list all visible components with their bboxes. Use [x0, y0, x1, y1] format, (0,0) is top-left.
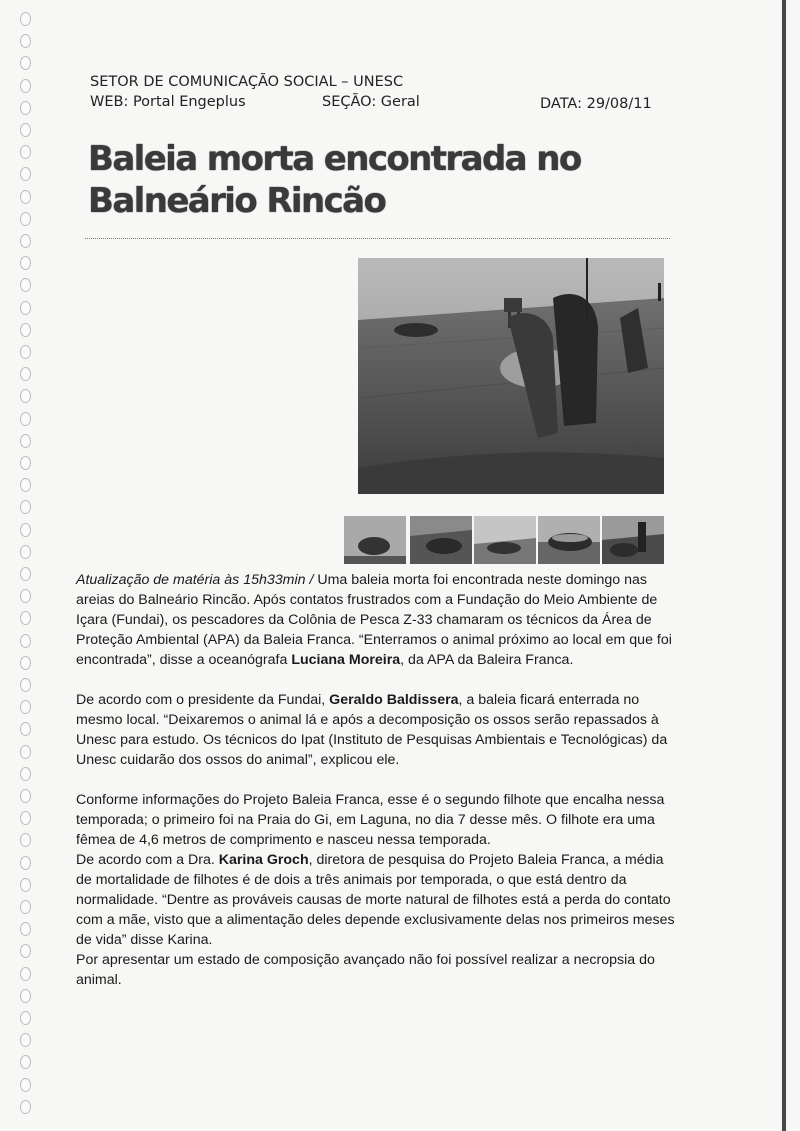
page-edge	[782, 0, 786, 1131]
binding-hole	[20, 212, 31, 226]
binding-hole	[20, 101, 31, 115]
binding-hole	[20, 434, 31, 448]
binding-hole	[20, 900, 31, 914]
thumbnail-1[interactable]	[344, 516, 406, 564]
binding-hole	[20, 634, 31, 648]
update-note: Atualização de matéria às 15h33min /	[76, 572, 314, 588]
web-line	[90, 92, 670, 112]
binding-hole	[20, 545, 31, 559]
web-source: WEB: Portal Engeplus	[90, 94, 246, 110]
thumbnail-2[interactable]	[410, 516, 472, 564]
clipping-header	[90, 72, 670, 112]
binding-hole	[20, 811, 31, 825]
binding-hole	[20, 367, 31, 381]
binding-hole	[20, 678, 31, 692]
binding-hole	[20, 611, 31, 625]
paragraph-2: De acordo com o presidente da Fundai, Geraldo Baldissera, a baleia ficará enterrada no mesmo local. “Deixaremos o animal lá e após a decomposição os ossos serão repassados à Unesc para estudo. Os técnicos do Ipat (Instituto de Pesquisas Ambientais e Tecnológicas) da Unesc cuidarão dos ossos do animal”, explicou ele.	[76, 692, 668, 768]
binding-hole	[20, 56, 31, 70]
binding-hole	[20, 722, 31, 736]
section-label: SEÇÃO: Geral	[322, 94, 420, 110]
binding-hole	[20, 389, 31, 403]
binding-hole	[20, 301, 31, 315]
paragraph-3: Conforme informações do Projeto Baleia Franca, esse é o segundo filhote que encalha nessa temporada; o primeiro foi na Praia do Gi, em Laguna, no dia 7 desse mês. O filhote era uma fêmea de 4,6 metros de comprimento e nasceu nessa temporada.	[76, 792, 665, 848]
person-name: Geraldo Baldissera	[329, 692, 459, 708]
sector-line: SETOR DE COMUNICAÇÃO SOCIAL – UNESC	[90, 74, 404, 90]
binding-hole	[20, 323, 31, 337]
paragraph-1: Atualização de matéria às 15h33min / Uma baleia morta foi encontrada neste domingo nas areias do Balneário Rincão. Após contatos frustrados com a Fundação do Meio Ambiente de Içara (Fundai), os pescadores da Colônia de Pesca Z-33 chamaram os técnicos da Área de Proteção Ambiental (APA) da Baleia Franca. “Enterramos o animal próximo ao local em que foi encontrada”, disse a oceanógrafa Luciana Moreira, da APA da Baleira Franca.	[76, 572, 672, 668]
thumbnail-4[interactable]	[538, 516, 600, 564]
person-name: Luciana Moreira	[291, 652, 401, 668]
binding-hole	[20, 412, 31, 426]
binding-hole	[20, 1033, 31, 1047]
binding-hole	[20, 167, 31, 181]
binding-hole	[20, 500, 31, 514]
binding-hole	[20, 1078, 31, 1092]
binding-hole	[20, 278, 31, 292]
binding-hole	[20, 456, 31, 470]
binding-hole	[20, 345, 31, 359]
binding-hole	[20, 922, 31, 936]
binding-hole	[20, 567, 31, 581]
binding-hole	[20, 833, 31, 847]
binding-hole	[20, 1100, 31, 1114]
binding-hole	[20, 944, 31, 958]
binding-hole	[20, 989, 31, 1003]
main-photo	[358, 258, 664, 494]
spiral-binding	[16, 8, 38, 1123]
article-body	[76, 570, 676, 990]
binding-hole	[20, 878, 31, 892]
binding-hole	[20, 589, 31, 603]
binding-hole	[20, 79, 31, 93]
headline-divider	[85, 238, 670, 239]
thumbnail-5[interactable]	[602, 516, 664, 564]
headline-line-1: Baleia morta encontrada no	[88, 139, 581, 179]
person-name: Karina Groch	[218, 852, 309, 868]
binding-hole	[20, 234, 31, 248]
photo-thumbnails	[344, 516, 664, 566]
thumbnail-3[interactable]	[474, 516, 536, 564]
binding-hole	[20, 1055, 31, 1069]
article-headline	[88, 138, 648, 222]
binding-hole	[20, 789, 31, 803]
binding-hole	[20, 12, 31, 26]
binding-hole	[20, 478, 31, 492]
binding-hole	[20, 34, 31, 48]
binding-hole	[20, 190, 31, 204]
headline-line-2: Balneário Rincão	[88, 181, 386, 221]
binding-hole	[20, 967, 31, 981]
binding-hole	[20, 123, 31, 137]
binding-hole	[20, 523, 31, 537]
beach-whale-photo	[358, 258, 664, 494]
binding-hole	[20, 856, 31, 870]
date-label: DATA: 29/08/11	[540, 96, 652, 112]
binding-hole	[20, 256, 31, 270]
binding-hole	[20, 745, 31, 759]
paragraph-5: Por apresentar um estado de composição avançado não foi possível realizar a necropsia do animal.	[76, 952, 655, 988]
binding-hole	[20, 767, 31, 781]
binding-hole	[20, 656, 31, 670]
binding-hole	[20, 700, 31, 714]
binding-hole	[20, 1011, 31, 1025]
binding-hole	[20, 145, 31, 159]
paragraph-4: De acordo com a Dra. Karina Groch, diretora de pesquisa do Projeto Baleia Franca, a média de mortalidade de filhotes é de dois a três animais por temporada, o que está dentro da normalidade. “Dentre as prováveis causas de morte natural de filhotes está a perda do contato com a mãe, visto que a alimentação deles depende exclusivamente delas nos primeiros meses de vida” disse Karina.	[76, 852, 675, 948]
